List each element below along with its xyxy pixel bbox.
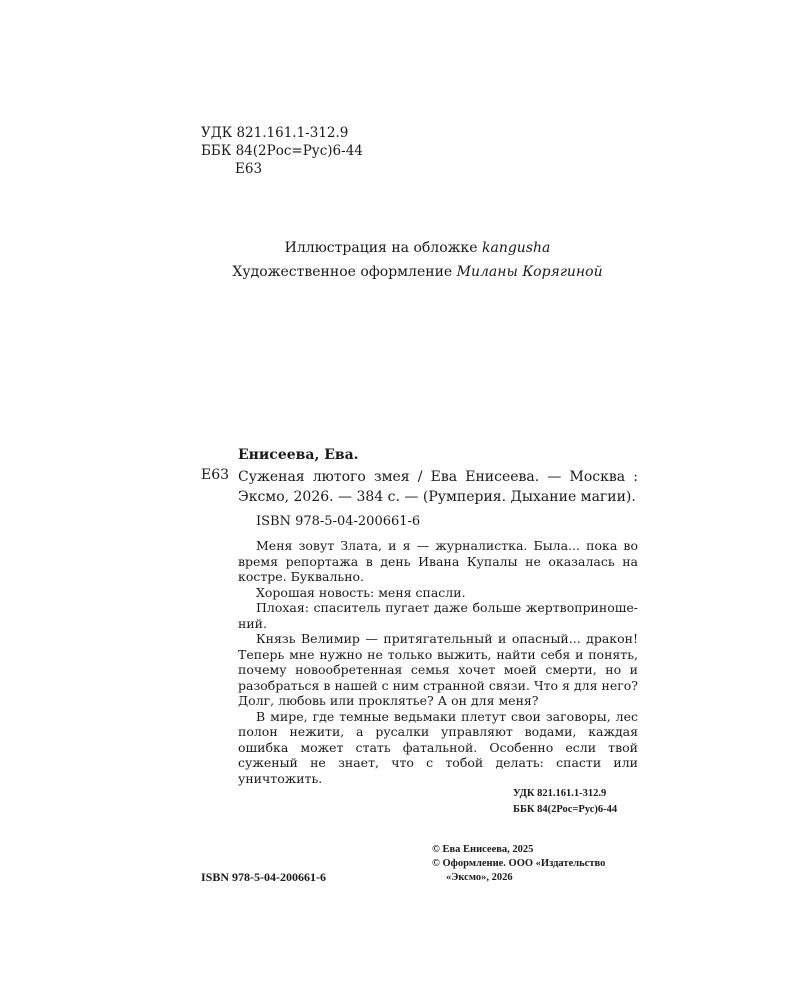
copyright-author: © Ева Енисеева, 2025 <box>432 844 534 855</box>
udk-code-bottom: УДК 821.161.1-312.9 <box>513 788 607 799</box>
annotation-paragraph: В мире, где темные ведьмаки плетут свои заговоры, лес полон нежити, а русалки управляют водами, каждая ошибка может стать фатальной. Особенно если твой суженый не знает, что с тобой делать: спасти или уничтожить. <box>238 708 638 786</box>
designer-name: Миланы Корягиной <box>456 264 603 280</box>
classification-block-top <box>201 124 363 178</box>
bibliographic-title: Суженая лютого змея / Ева Енисеева. — Москва : Эксмо, 2026. — 384 с. — (Румперия. Дыхание магии). <box>238 469 638 505</box>
isbn-line: ISBN 978-5-04-200661-6 <box>256 514 421 529</box>
classification-block-bottom <box>513 786 617 818</box>
illustration-label: Иллюстрация на обложке <box>284 240 478 256</box>
copyright-block <box>432 843 605 885</box>
author-mark-left: Е63 <box>201 467 230 483</box>
annotation-paragraph: Меня зовут Злата, и я — журналистка. Была... пока во время репортажа в день Ивана Купалы не оказалась на костре. Буквально. <box>238 538 638 584</box>
copyright-design-cont: «Эксмо», 2026 <box>446 872 513 883</box>
bbk-code: ББК 84(2Рос=Рус)6-44 <box>201 143 363 159</box>
annotation-paragraph: Плохая: спаситель пугает даже больше жертвоприношений. <box>238 600 638 631</box>
author-heading: Енисеева, Ева. <box>238 447 359 463</box>
design-credit <box>0 260 800 284</box>
illustrator-name: kangusha <box>482 240 551 256</box>
annotation <box>238 538 638 786</box>
isbn-bottom: ISBN 978-5-04-200661-6 <box>201 870 326 884</box>
credits-block <box>0 236 800 284</box>
illustration-credit <box>0 236 800 260</box>
annotation-paragraph: Князь Велимир — притягательный и опасный... дракон! Теперь мне нужно не только выжить, найти себя и понять, почему новообретенная семья хочет моей смерти, но и разобраться в нашей с ним странной связи. Что я для него? Долг, любовь или проклятье? А он для меня? <box>238 631 638 708</box>
copyright-design: © Оформление. ООО «Издательство <box>432 858 606 869</box>
design-label: Художественное оформление <box>232 264 453 280</box>
udk-code: УДК 821.161.1-312.9 <box>201 125 349 141</box>
annotation-paragraph: Хорошая новость: меня спасли. <box>256 584 466 600</box>
bbk-code-bottom: ББК 84(2Рос=Рус)6-44 <box>513 804 618 815</box>
author-mark: Е63 <box>235 161 263 177</box>
